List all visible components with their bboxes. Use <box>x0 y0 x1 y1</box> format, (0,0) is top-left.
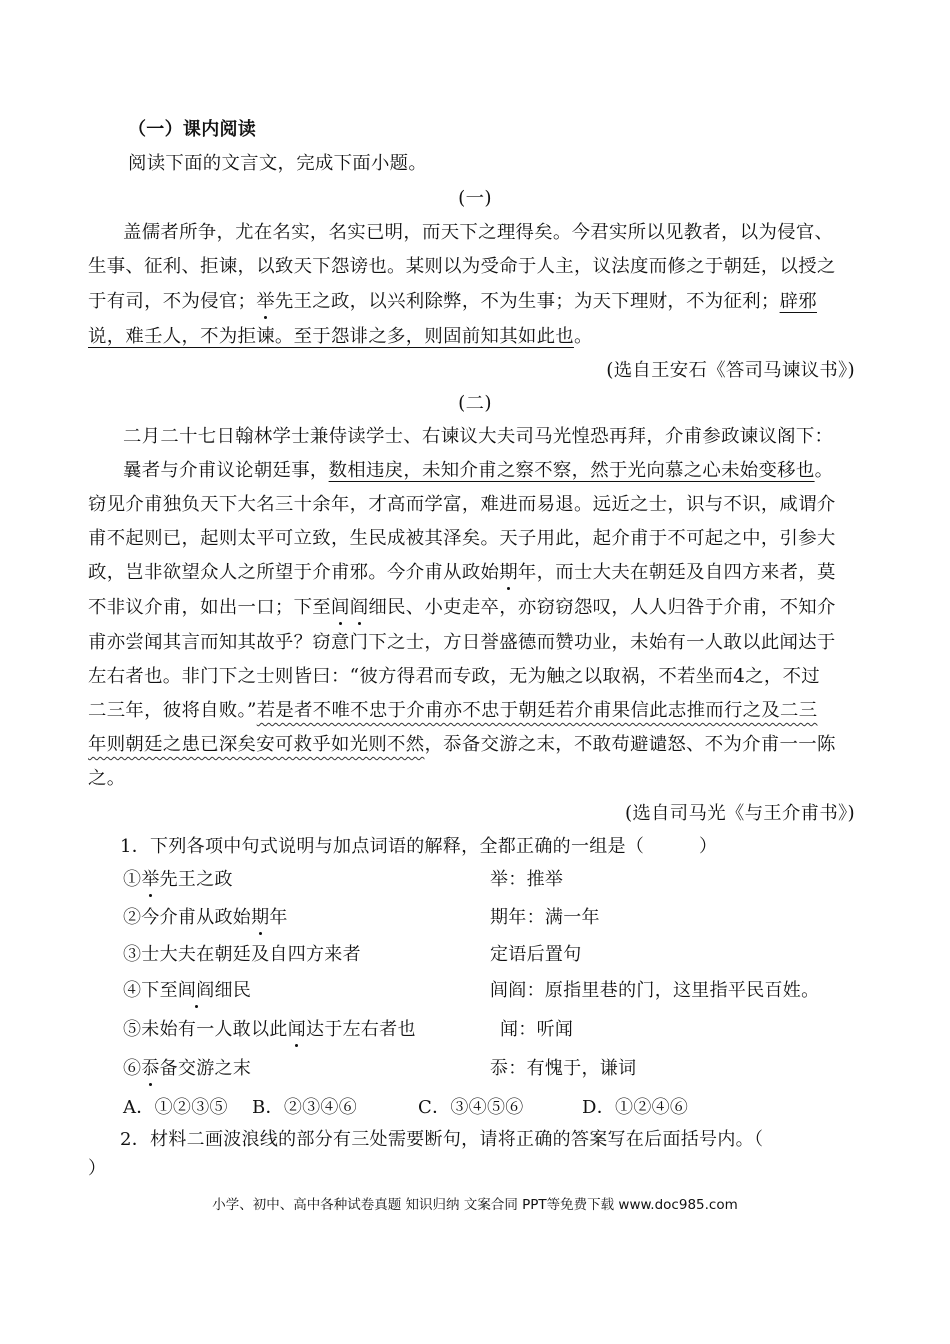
underlined-text: 说，难壬人，不为拒谏。至于怨诽之多，则固前知其如此也 <box>88 326 574 347</box>
item-explanation: 忝：有愧于，谦词 <box>490 1058 637 1079</box>
text-span: 于有司，不为侵官； <box>88 291 257 312</box>
underlined-text: 数相违戾，未知介甫之察不察，然于光向慕之心未始变移也 <box>328 460 815 481</box>
passage1-source: (选自王安石《答司马谏议书》) <box>606 360 855 381</box>
text-span: 达于左右者也 <box>306 1019 416 1040</box>
passage2-line <box>88 595 836 621</box>
passage2-line: 窃见介甫独负天下大名三十余年，才高而学富，难进而易退。远近之士，识与不识，咸谓介 <box>88 494 836 515</box>
passage2-line: 二月二十七日翰林学士兼侍读学士、右谏议大夫司马光惶恐再拜，介甫参政谏议阁下： <box>123 426 834 447</box>
question2-stem-end: ） <box>88 1158 107 1179</box>
passage2-line <box>123 458 833 484</box>
section-title: （一）课内阅读 <box>128 119 257 140</box>
text-span: ③士大夫在朝廷及自四方来者 <box>123 944 361 965</box>
passage2-line: 甫不起则已，起则太平可立致，生民成被其泽矣。天子用此，起介甫于不可起之中，引参大 <box>88 528 836 549</box>
text-span: ，忝备交游之末，不敢苟避谴怒、不为介甫一一陈 <box>424 734 836 755</box>
text-span: ④下至 <box>123 980 178 1001</box>
passage2-marker: (二) <box>458 393 492 414</box>
passage2-line <box>88 732 836 758</box>
text-span: 细民 <box>214 980 252 1001</box>
text-span: 备交游之末 <box>159 1058 252 1079</box>
text-span: ① <box>123 869 142 890</box>
text-span: 二三年，彼将自败。” <box>88 700 257 721</box>
text-span: 曩者与介甫议论朝廷事， <box>123 460 329 481</box>
passage2-line <box>88 698 817 724</box>
dotted-word: 忝 <box>141 1058 160 1079</box>
passage2-source: (选自司马光《与王介甫书》) <box>624 803 855 824</box>
dotted-word: 举 <box>141 869 160 890</box>
question1-item <box>123 905 883 931</box>
passage2-line <box>88 560 836 586</box>
item-explanation: 闻：听闻 <box>500 1019 574 1040</box>
dotted-word: 阎 <box>349 597 369 618</box>
passage2-line: 之。 <box>88 768 126 789</box>
passage1-line <box>88 324 593 350</box>
passage1-line: 生事、征利、拒谏，以致天下怨谤也。某则以为受命于人主，议法度而修之于朝廷，以授之 <box>88 256 836 277</box>
question1-item <box>123 867 883 893</box>
item-explanation: 定语后置句 <box>490 944 582 965</box>
item-explanation: 闾阎：原指里巷的门，这里指平民百姓。 <box>490 980 820 1001</box>
question1-stem: 1．下列各项中句式说明与加点词语的解释，全都正确的一组是（ ） <box>120 836 718 857</box>
dotted-word: 期 <box>251 907 270 928</box>
item-explanation: 举：推举 <box>490 869 564 890</box>
text-span: ②今介甫从政始 <box>123 907 252 928</box>
dotted-word: 期 <box>499 562 518 583</box>
text-span: 政，岂非欲望众人之所望于介甫邪。今介甫从政始 <box>88 562 500 583</box>
text-span: 先王之政 <box>159 869 233 890</box>
choice-a: A．①②③⑤ <box>123 1097 228 1118</box>
wavy-underlined-text: 年则朝廷之患已深矣安可救乎如光则不然 <box>88 734 425 755</box>
passage1-line <box>88 289 817 315</box>
choice-b: B．②③④⑥ <box>252 1097 358 1118</box>
underlined-text: 辟邪 <box>779 291 817 312</box>
wavy-underlined-text: 若是者不唯不忠于介甫亦不忠于朝廷若介甫果信此志推而行之及二三 <box>256 700 818 721</box>
text-span: 。 <box>814 460 834 481</box>
dotted-word: 举 <box>256 291 275 312</box>
dotted-word: 闻 <box>287 1019 307 1040</box>
text-span: 。 <box>573 326 593 347</box>
item-explanation: 期年：满一年 <box>490 907 600 928</box>
text-span: 细民、小吏走卒，亦窃窃怨叹，人人归咎于介甫，不知介 <box>368 597 836 618</box>
question1-item <box>123 1056 883 1082</box>
passage2-line: 甫亦尝闻其言而知其故乎？窃意门下之士，方日誉盛德而赞功业，未始有一人敢以此闻达于 <box>88 632 836 653</box>
text-span: ⑤未始有一人敢以此 <box>123 1019 288 1040</box>
choice-d: D．①②④⑥ <box>582 1097 689 1118</box>
question1-item <box>123 1017 883 1043</box>
question2-stem: 2．材料二画波浪线的部分有三处需要断句，请将正确的答案写在后面括号内。（ <box>120 1129 764 1150</box>
passage1-marker: (一) <box>458 188 492 209</box>
text-span: 先王之政，以兴利除弊，不为生事；为天下理财，不为征利； <box>274 291 780 312</box>
text-span: 不非议介甫，如出一口；下至 <box>88 597 331 618</box>
dotted-word: 闾 <box>330 597 350 618</box>
dotted-word: 闾阎 <box>177 980 215 1001</box>
passage1-line: 盖儒者所争，尤在名实，名实已明，而天下之理得矣。今君实所以见教者，以为侵官、 <box>123 222 834 243</box>
footer-text: 小学、初中、高中各种试卷真题 知识归纳 文案合同 PPT等免费下载 www.doc985.com <box>212 1197 738 1213</box>
passage2-line: 左右者也。非门下之士则皆曰：“彼方得君而专政，无为触之以取祸，不若坐而4之，不过 <box>88 666 820 687</box>
question1-item <box>123 978 883 1004</box>
text-span: 年 <box>269 907 288 928</box>
instruction: 阅读下面的文言文，完成下面小题。 <box>128 153 428 174</box>
text-span: 年，而士大夫在朝廷及自四方来者，莫 <box>517 562 836 583</box>
text-span: ⑥ <box>123 1058 142 1079</box>
choice-c: C．③④⑤⑥ <box>418 1097 524 1118</box>
question1-item <box>123 942 883 968</box>
